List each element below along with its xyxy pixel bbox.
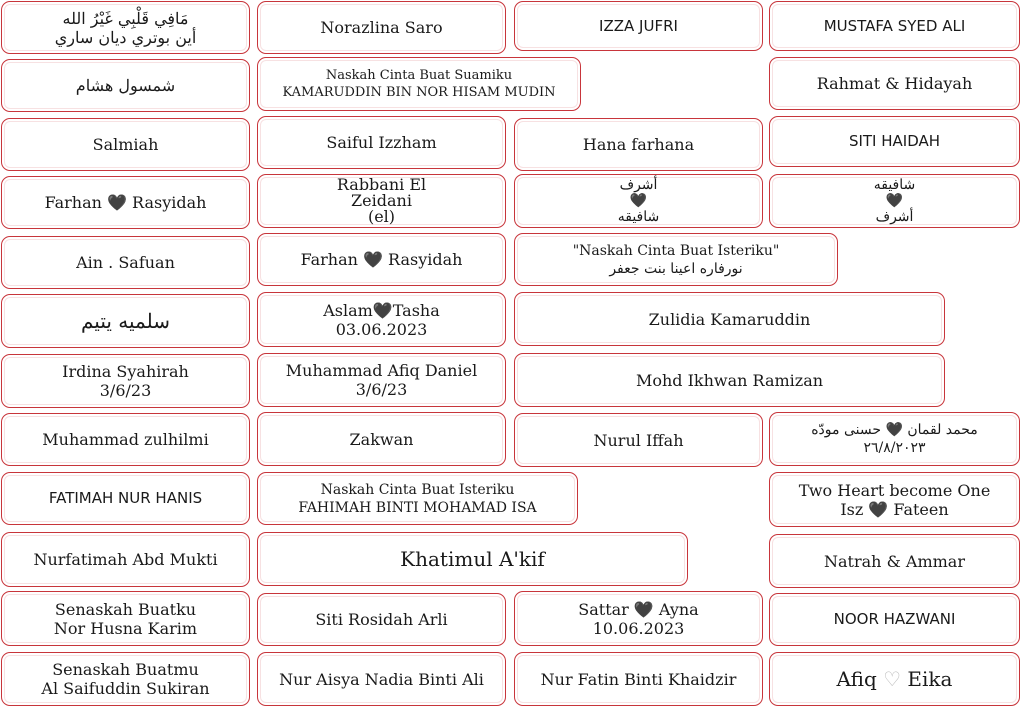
name-label: [1, 472, 250, 525]
partner-name: حسنى مودّه: [811, 422, 882, 438]
name-label: [257, 412, 506, 466]
partner-name: Sattar: [578, 599, 629, 619]
label-line: Nurfatimah Abd Mukti: [33, 550, 218, 569]
heart-icon: 🖤: [885, 193, 904, 209]
name-label: [1, 294, 250, 348]
partner-name: Eika: [907, 666, 953, 691]
name-label: [769, 593, 1020, 646]
label-line: IZZA JUFRI: [599, 16, 678, 35]
heart-icon: 🖤: [868, 499, 889, 519]
name-label: [1, 118, 250, 171]
couple-line: [811, 421, 978, 439]
name-label: [257, 593, 506, 646]
label-line-arabic: مَافِي قَلْبِي غَيْرُ الله: [62, 8, 189, 28]
date-line: 3/6/23: [355, 380, 408, 399]
label-line-arabic: أين بوتري ديان ساري: [54, 27, 197, 47]
label-line: Zeidani: [351, 191, 412, 210]
label-line: MUSTAFA SYED ALI: [823, 16, 966, 35]
couple-line: [578, 600, 698, 619]
label-line: Senaskah Buatmu: [52, 660, 199, 679]
name-label: [514, 353, 945, 407]
label-line: Mohd Ikhwan Ramizan: [635, 370, 824, 390]
label-line: Rabbani El: [336, 175, 427, 194]
partner-name: Ayna: [658, 599, 699, 619]
name-label: [514, 292, 945, 346]
date-line: 10.06.2023: [592, 618, 685, 638]
heart-icon: 🖤: [633, 599, 654, 619]
name-label: [769, 652, 1020, 706]
name-label: [1, 413, 250, 466]
date-line: 3/6/23: [99, 381, 152, 400]
heart-outline-icon: ♡: [883, 666, 902, 691]
label-line: Zulidia Kamaruddin: [648, 309, 811, 329]
partner-name: Fateen: [893, 499, 949, 519]
name-label: [1, 652, 250, 706]
label-line: Natrah & Ammar: [824, 551, 965, 571]
label-line: Rahmat & Hidayah: [816, 74, 973, 93]
label-line-arabic: شافيقه: [873, 177, 916, 193]
name-label: [769, 534, 1020, 588]
heart-icon: 🖤: [107, 193, 127, 212]
couple-line: [301, 250, 463, 269]
partner-name: Farhan: [44, 193, 102, 212]
label-line: Al Saifuddin Sukiran: [41, 679, 210, 698]
label-line: Naskah Cinta Buat Isteriku: [320, 481, 515, 498]
label-line: Khatimul A'kif: [400, 546, 545, 571]
partner-name: Tasha: [392, 300, 440, 320]
label-line: Muhammad zulhilmi: [42, 430, 209, 449]
label-line: Nur Aisya Nadia Binti Ali: [279, 669, 484, 689]
label-line: Zakwan: [349, 429, 414, 449]
name-label: [257, 652, 506, 706]
name-label: [1, 591, 250, 646]
partner-name: Rasyidah: [132, 193, 207, 212]
name-label: [257, 174, 506, 228]
label-line: SITI HAIDAH: [848, 132, 941, 150]
label-line: (el): [367, 207, 396, 226]
label-line: Naskah Cinta Buat Suamiku: [325, 68, 513, 83]
label-line: Salmiah: [92, 135, 159, 154]
name-label: [514, 652, 763, 706]
partner-name: Aslam: [323, 300, 373, 320]
partner-name: Isz: [840, 499, 864, 519]
label-line-arabic: نورفاره اعينا بنت جعفر: [609, 260, 743, 277]
label-line: Senaskah Buatku: [54, 599, 197, 619]
label-line: Nur Fatin Binti Khaidzir: [540, 669, 737, 689]
label-line: Norazlina Saro: [320, 18, 443, 37]
name-label: [769, 412, 1020, 466]
name-label: [1, 532, 250, 587]
name-label: [514, 174, 763, 228]
label-line: NOOR HAZWANI: [833, 610, 956, 628]
label-line: Ain . Safuan: [76, 253, 175, 272]
name-label: [257, 57, 581, 111]
label-line: Nor Husna Karim: [53, 618, 198, 638]
label-line-arabic: أشرف: [619, 177, 658, 193]
partner-name: Rasyidah: [388, 250, 463, 269]
name-label: [1, 59, 250, 112]
name-label: [514, 118, 763, 171]
partner-name: محمد لقمان: [907, 422, 978, 438]
label-line: "Naskah Cinta Buat Isteriku": [572, 242, 780, 259]
name-label: [514, 591, 763, 646]
label-line: Two Heart become One: [798, 480, 991, 500]
name-label: [769, 174, 1020, 228]
name-label: [257, 353, 506, 407]
name-label: [1, 1, 250, 54]
name-label: [514, 233, 838, 286]
label-line: Hana farhana: [582, 135, 695, 154]
couple-line: [840, 500, 948, 519]
label-line: FATIMAH NUR HANIS: [48, 489, 203, 507]
name-label: [257, 292, 506, 347]
name-label: [769, 472, 1020, 527]
couple-line: [323, 301, 440, 320]
label-line: Muhammad Afiq Daniel: [285, 361, 478, 380]
couple-line: [45, 193, 207, 212]
name-label: [1, 354, 250, 408]
label-line: FAHIMAH BINTI MOHAMAD ISA: [298, 499, 537, 516]
name-label: [257, 472, 578, 525]
label-line-arabic: شمسول هشام: [75, 76, 176, 95]
name-label: [769, 1, 1020, 51]
partner-name: Afiq: [836, 666, 877, 691]
name-label: [257, 532, 688, 586]
name-label: [1, 236, 250, 289]
label-line: Saiful Izzham: [326, 133, 437, 152]
heart-icon: 🖤: [363, 250, 383, 269]
date-line: ٢٦/٨/٢٠٢٣: [863, 440, 926, 456]
name-label: [1, 176, 250, 229]
label-line-arabic: شافيقه: [617, 209, 660, 225]
date-line: 03.06.2023: [335, 319, 428, 339]
name-label: [514, 1, 763, 51]
label-line: KAMARUDDIN BIN NOR HISAM MUDIN: [282, 85, 556, 100]
label-line: Siti Rosidah Arli: [315, 610, 448, 629]
name-label: [257, 1, 506, 54]
heart-icon: 🖤: [885, 422, 903, 438]
partner-name: Farhan: [300, 250, 358, 269]
label-line: Irdina Syahirah: [62, 362, 189, 381]
couple-line: [836, 666, 953, 691]
name-label: [257, 116, 506, 169]
heart-icon: 🖤: [372, 300, 393, 320]
label-line-arabic: أشرف: [875, 209, 914, 225]
heart-icon: 🖤: [629, 193, 648, 209]
name-label: [514, 413, 763, 467]
label-line: Nurul Iffah: [593, 430, 684, 450]
name-label: [769, 57, 1020, 110]
name-label: [257, 233, 506, 286]
label-line-arabic: سلميه يتيم: [80, 308, 170, 333]
name-label: [769, 116, 1020, 167]
